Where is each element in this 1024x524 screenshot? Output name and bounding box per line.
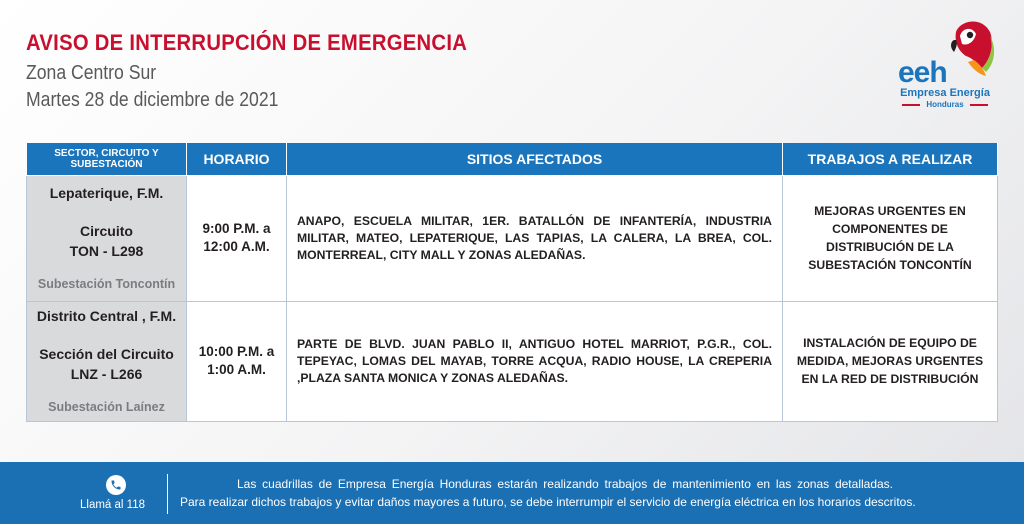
logo-mark: eeh (898, 56, 947, 89)
table-row (27, 175, 998, 301)
sector-name: Lepaterique, F.M. (49, 185, 164, 201)
header-works: TRABAJOS A REALIZAR (783, 143, 998, 175)
circuit-label: Sección del Circuito (39, 346, 174, 362)
table-header-row (27, 143, 998, 175)
sites-cell: PARTE DE BLVD. JUAN PABLO II, ANTIGUO HOTEL MARRIOT, P.G.R., COL. TEPEYAC, LOMAS DEL MAYAB, TORRE ACQUA, RADIO HOUSE, LA CREPERIA ,PLAZA SANTA MONICA Y ZONAS ALEDAÑAS. (287, 301, 783, 421)
page-title: AVISO DE INTERRUPCIÓN DE EMERGENCIA (26, 30, 468, 55)
eeh-logo (890, 18, 1000, 113)
schedule-end: 12:00 A.M. (203, 239, 270, 254)
schedule-start: 9:00 P.M. a (202, 221, 271, 236)
footer-message (180, 475, 950, 511)
sector-name: Distrito Central , F.M. (36, 308, 177, 324)
header-sector: SECTOR, CIRCUITO Y SUBESTACIÓN (27, 143, 187, 175)
phone-icon (110, 479, 122, 491)
table-row (27, 301, 998, 421)
works-cell: MEJORAS URGENTES EN COMPONENTES DE DISTRIBUCIÓN DE LA SUBESTACIÓN TONCONTÍN (783, 175, 998, 301)
schedule-cell (187, 175, 287, 301)
substation-name: Subestación Toncontín (37, 277, 176, 291)
notice-date: Martes 28 de diciembre de 2021 (26, 89, 279, 111)
zone-subtitle: Zona Centro Sur (26, 62, 157, 84)
logo-country: Honduras (926, 100, 964, 109)
header-schedule: HORARIO (187, 143, 287, 175)
schedule-start: 10:00 P.M. a (198, 344, 275, 359)
works-cell: INSTALACIÓN DE EQUIPO DE MEDIDA, MEJORAS URGENTES EN LA RED DE DISTRIBUCIÓN (783, 301, 998, 421)
substation-name: Subestación Laínez (48, 400, 165, 414)
sector-cell (27, 175, 187, 301)
notice-header (26, 30, 505, 112)
header-sites: SITIOS AFECTADOS (287, 143, 783, 175)
schedule-cell (187, 301, 287, 421)
footer-line-1: Las cuadrillas de Empresa Energía Honduras estarán realizando trabajos de mantenimiento en las zonas detalladas. (236, 477, 894, 491)
outage-table (26, 143, 998, 422)
footer-line-2: Para realizar dichos trabajos y evitar daños mayores a futuro, se debe interrumpir el servicio de energía eléctrica en los horarios descritos. (180, 495, 916, 509)
sector-cell (27, 301, 187, 421)
phone-button[interactable] (106, 475, 126, 495)
logo-line-right (970, 104, 988, 106)
logo-company-name: Empresa Energía (900, 87, 990, 99)
phone-label: Llamá al 118 (80, 499, 145, 511)
footer-bar (0, 462, 1024, 524)
circuit-code: LNZ - L266 (70, 366, 143, 382)
circuit-label: Circuito (80, 223, 133, 239)
circuit-code: TON - L298 (69, 243, 144, 259)
footer-divider (167, 474, 168, 514)
schedule-end: 1:00 A.M. (207, 362, 266, 377)
sites-cell: ANAPO, ESCUELA MILITAR, 1ER. BATALLÓN DE INFANTERÍA, INDUSTRIA MILITAR, MATEO, LEPATERIQUE, LAS TAPIAS, LA CALERA, LA BREA, COL. MONTERREAL, CITY MALL Y ZONAS ALEDAÑAS. (287, 175, 783, 301)
